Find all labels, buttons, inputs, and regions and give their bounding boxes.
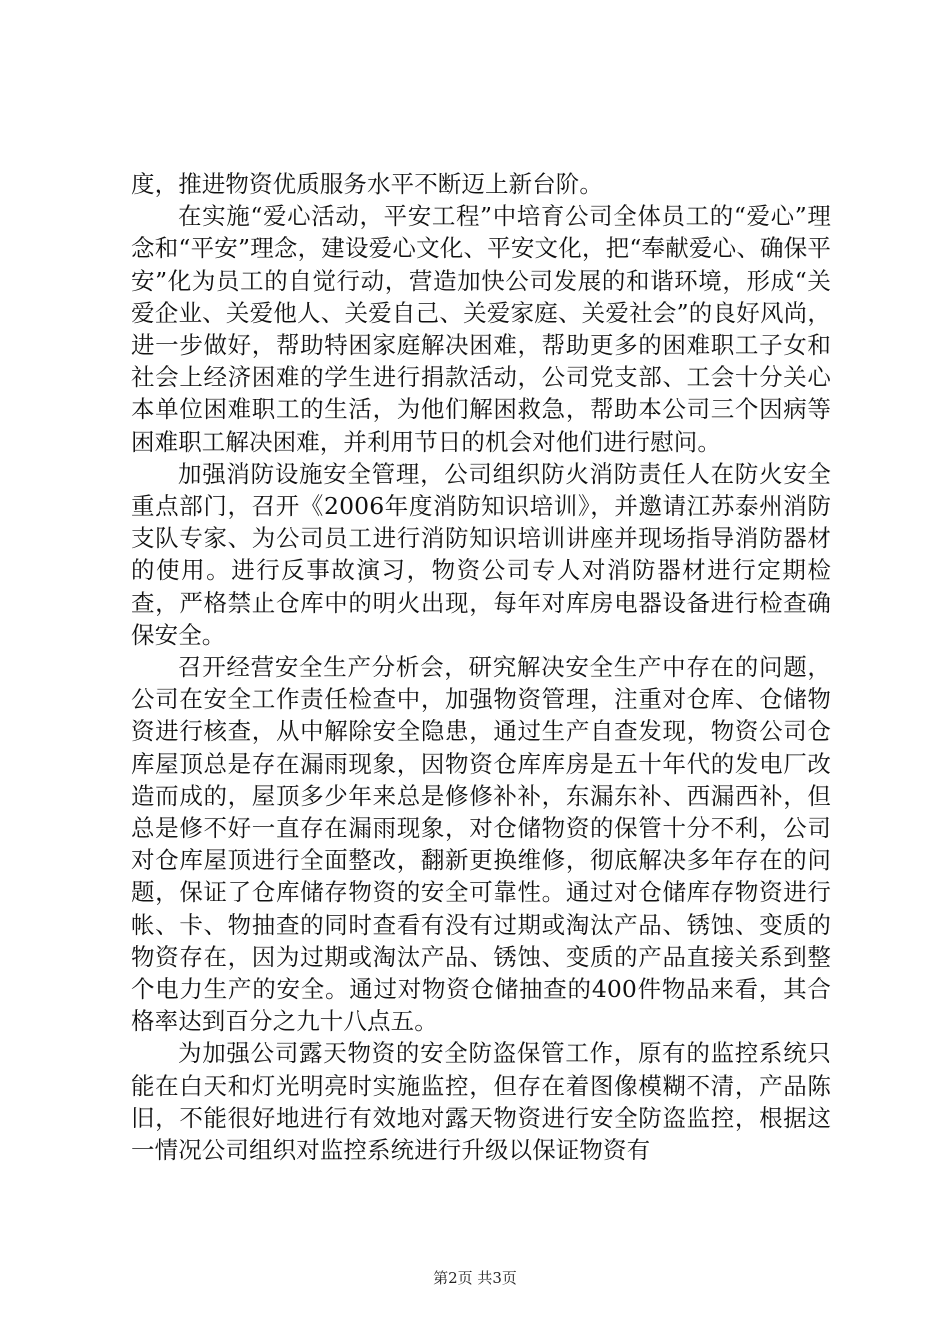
paragraph-love-safety-project: 在实施“爱心活动，平安工程”中培育公司全体员工的“爱心”理念和“平安”理念，建设爱心文化、平安文化，把“奉献爱心、确保平安”化为员工的自觉行动，营造加快公司发展的和谐环境，形成“关爱企业、关爱他人、关爱自己、关爱家庭、关爱社会”的良好风尚，进一步做好，帮助特困家庭解决困难，帮助更多的困难职工子女和社会上经济困难的学生进行捐款活动，公司党支部、工会十分关心本单位困难职工的生活，为他们解困救急，帮助本公司三个因病等困难职工解决困难，并利用节日的机会对他们进行慰问。	[131, 202, 831, 456]
page-number-footer: 第2页 共3页	[433, 1269, 517, 1287]
paragraph-warehouse-inspection: 召开经营安全生产分析会，研究解决安全生产中存在的问题，公司在安全工作责任检查中，加强物资管理，注重对仓库、仓储物资进行核查，从中解除安全隐患，通过生产自查发现，物资公司仓库屋顶总是存在漏雨现象，因物资仓库库房是五十年代的发电厂改造而成的，屋顶多少年来总是修修补补，东漏东补、西漏西补，但总是修不好一直存在漏雨现象，对仓储物资的保管十分不利，公司对仓库屋顶进行全面整改，翻新更换维修，彻底解决多年存在的问题，保证了仓库储存物资的安全可靠性。通过对仓储库存物资进行帐、卡、物抽查的同时查看有没有过期或淘汰产品、锈蚀、变质的物资存在，因为过期或淘汰产品、锈蚀、变质的产品直接关系到整个电力生产的安全。通过对物资仓储抽查的400件物品来看，其合格率达到百分之九十八点五。	[131, 653, 831, 1036]
paragraph-continuation: 度，推进物资优质服务水平不断迈上新台阶。	[131, 170, 603, 198]
paragraph-fire-safety: 加强消防设施安全管理，公司组织防火消防责任人在防火安全重点部门，召开《2006年度消防知识培训》，并邀请江苏泰州消防支队专家、为公司员工进行消防知识培训讲座并现场指导消防器材的使用。进行反事故演习，物资公司专人对消防器材进行定期检查，严格禁止仓库中的明火出现，每年对库房电器设备进行检查确保安全。	[131, 459, 831, 649]
document-body	[131, 168, 831, 1166]
paragraph-monitoring-upgrade: 为加强公司露天物资的安全防盗保管工作，原有的监控系统只能在白天和灯光明亮时实施监控，但存在着图像模糊不清，产品陈旧，不能很好地进行有效地对露天物资进行安全防盗监控，根据这一情况公司组织对监控系统进行升级以保证物资有	[131, 1039, 831, 1165]
